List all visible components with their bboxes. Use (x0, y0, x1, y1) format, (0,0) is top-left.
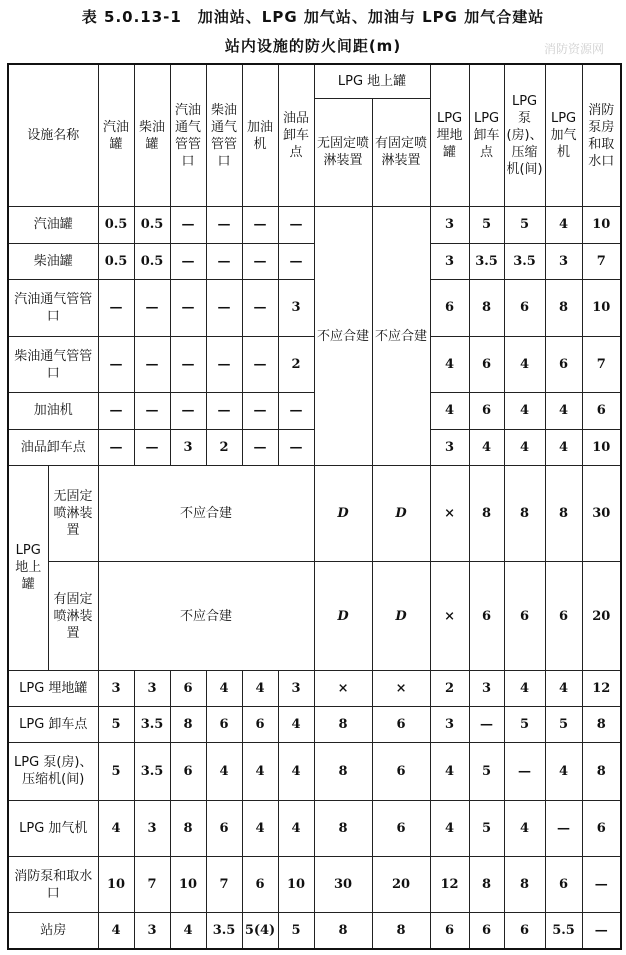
table-row (8, 707, 621, 743)
cell: 6 (206, 800, 242, 856)
header-no-spray: 无固定喷淋装置 (314, 98, 372, 207)
cell: 0.5 (134, 207, 170, 243)
cell: 3 (545, 243, 582, 279)
cell: — (98, 337, 134, 393)
cell: 4 (278, 743, 314, 800)
cell: 3 (430, 207, 469, 243)
cell: D (314, 465, 372, 562)
watermark: 消防资源网 (543, 42, 604, 56)
cell: 6 (545, 337, 582, 393)
table-row (8, 856, 621, 912)
cell: 6 (430, 279, 469, 336)
cell: — (170, 243, 206, 279)
cell: — (170, 279, 206, 336)
cell: 20 (582, 562, 621, 671)
header-dispenser: 加油机 (242, 64, 278, 207)
cell: — (242, 207, 278, 243)
header-lpg-buried: LPG埋地罐 (430, 64, 469, 207)
cell: 8 (582, 707, 621, 743)
cell: 20 (372, 856, 430, 912)
header-gas-tank: 汽油罐 (98, 64, 134, 207)
cell: 5 (504, 207, 545, 243)
cell: — (170, 207, 206, 243)
cell: × (314, 670, 372, 706)
cell: 8 (504, 465, 545, 562)
cell: 4 (545, 207, 582, 243)
cell: 8 (545, 279, 582, 336)
cell: 3 (430, 429, 469, 465)
row-label: 消防泵和取水口 (8, 856, 98, 912)
cell: — (206, 243, 242, 279)
cell: 12 (430, 856, 469, 912)
cell: — (98, 279, 134, 336)
cell: × (430, 465, 469, 562)
header-with-spray: 有固定喷淋装置 (372, 98, 430, 207)
cell: 4 (98, 913, 134, 949)
cell: 3.5 (504, 243, 545, 279)
header-lpg-above: LPG 地上罐 (314, 64, 430, 98)
cell: 30 (314, 856, 372, 912)
cell: × (372, 670, 430, 706)
cell: — (206, 393, 242, 429)
cell: 4 (98, 800, 134, 856)
cell: 3.5 (134, 743, 170, 800)
cell: 10 (98, 856, 134, 912)
cell: 3 (134, 670, 170, 706)
cell: 6 (372, 707, 430, 743)
cell: 4 (430, 393, 469, 429)
cell: 6 (170, 670, 206, 706)
table-row (8, 670, 621, 706)
cell: — (98, 429, 134, 465)
cell: — (134, 393, 170, 429)
cell: — (170, 337, 206, 393)
cell: 8 (469, 279, 504, 336)
header-lpg-dispenser: LPG加气机 (545, 64, 582, 207)
cell: 5.5 (545, 913, 582, 949)
cell: — (134, 429, 170, 465)
cell: 10 (582, 279, 621, 336)
cell: — (134, 279, 170, 336)
cell: — (134, 337, 170, 393)
cell: 8 (314, 743, 372, 800)
cell: 3 (134, 913, 170, 949)
cell: × (430, 562, 469, 671)
header-oil-unload: 油品卸车点 (278, 64, 314, 207)
cell: 4 (545, 743, 582, 800)
cell: 8 (314, 913, 372, 949)
row-label: LPG 加气机 (8, 800, 98, 856)
cell: 0.5 (98, 207, 134, 243)
cell: 4 (504, 800, 545, 856)
row-label: 柴油罐 (8, 243, 98, 279)
cell: 6 (372, 800, 430, 856)
cell: 5(4) (242, 913, 278, 949)
cell: 3.5 (469, 243, 504, 279)
cell: 3 (430, 707, 469, 743)
cell: 4 (469, 429, 504, 465)
table-row (8, 800, 621, 856)
header-diesel-vent: 柴油通气管管口 (206, 64, 242, 207)
cell: 6 (469, 562, 504, 671)
cell: 10 (582, 207, 621, 243)
cell: 5 (469, 743, 504, 800)
cell: 6 (582, 800, 621, 856)
cell: 4 (545, 670, 582, 706)
cell: 8 (469, 465, 504, 562)
cell: — (98, 393, 134, 429)
cell: 8 (170, 707, 206, 743)
row-label: LPG 埋地罐 (8, 670, 98, 706)
cell: 0.5 (98, 243, 134, 279)
cell: 7 (134, 856, 170, 912)
cell: 4 (430, 337, 469, 393)
header-row-1 (8, 64, 621, 98)
cell: 4 (545, 429, 582, 465)
cell: 3 (170, 429, 206, 465)
cell: — (242, 279, 278, 336)
cell: 8 (314, 800, 372, 856)
cell: 6 (582, 393, 621, 429)
cell: 8 (372, 913, 430, 949)
cell: 5 (469, 207, 504, 243)
cell: 6 (545, 856, 582, 912)
table-row (8, 562, 621, 671)
cell: 0.5 (134, 243, 170, 279)
cell: 6 (206, 707, 242, 743)
cell: 8 (170, 800, 206, 856)
cell: 5 (98, 707, 134, 743)
cell: 4 (430, 743, 469, 800)
cell: 5 (545, 707, 582, 743)
cell: — (206, 279, 242, 336)
cell: — (278, 243, 314, 279)
cell: — (278, 393, 314, 429)
cell: — (278, 207, 314, 243)
cell: 10 (278, 856, 314, 912)
row-label: 汽油通气管管口 (8, 279, 98, 336)
cell: 4 (206, 670, 242, 706)
cell: — (582, 913, 621, 949)
table-row (8, 207, 621, 243)
cell: 8 (545, 465, 582, 562)
cell: 5 (469, 800, 504, 856)
cell: 6 (469, 393, 504, 429)
cell: 6 (430, 913, 469, 949)
cell: 6 (469, 913, 504, 949)
cell: 5 (98, 743, 134, 800)
header-fire-pump: 消防泵房和取水口 (582, 64, 621, 207)
cell: 4 (242, 743, 278, 800)
cell: D (314, 562, 372, 671)
cell: 6 (372, 743, 430, 800)
cell: 5 (278, 913, 314, 949)
table-row (8, 465, 621, 562)
row-label: 汽油罐 (8, 207, 98, 243)
cell: — (206, 337, 242, 393)
row-label: LPG 卸车点 (8, 707, 98, 743)
cell: D (372, 465, 430, 562)
cell: 7 (206, 856, 242, 912)
merged-not-combined: 不应合建 (98, 465, 314, 562)
bottom-rows (8, 670, 621, 949)
cell: 6 (170, 743, 206, 800)
cell: 4 (504, 337, 545, 393)
row-label: 加油机 (8, 393, 98, 429)
cell: 30 (582, 465, 621, 562)
header-lpg-unload: LPG卸车点 (469, 64, 504, 207)
header-facility: 设施名称 (8, 64, 98, 207)
row-label: LPG 泵(房)、压缩机(间) (8, 743, 98, 800)
cell: 7 (582, 337, 621, 393)
cell: — (206, 207, 242, 243)
cell: 10 (582, 429, 621, 465)
cell: 4 (278, 707, 314, 743)
cell: 4 (504, 670, 545, 706)
cell: — (242, 337, 278, 393)
cell: 6 (504, 913, 545, 949)
cell: — (504, 743, 545, 800)
cell: 3.5 (134, 707, 170, 743)
header-lpg-pump: LPG泵(房)、压缩机(间) (504, 64, 545, 207)
cell: 2 (206, 429, 242, 465)
cell: 10 (170, 856, 206, 912)
cell: 8 (469, 856, 504, 912)
cell: 4 (430, 800, 469, 856)
cell: 4 (545, 393, 582, 429)
cell: 12 (582, 670, 621, 706)
cell: 5 (504, 707, 545, 743)
cell: — (469, 707, 504, 743)
merged-not-combined: 不应合建 (98, 562, 314, 671)
cell: 3 (469, 670, 504, 706)
row-label: 柴油通气管管口 (8, 337, 98, 393)
cell: 6 (545, 562, 582, 671)
cell: 3 (98, 670, 134, 706)
cell: — (242, 429, 278, 465)
cell: 4 (504, 393, 545, 429)
table-title: 表 5.0.13-1 加油站、LPG 加气站、加油与 LPG 加气合建站 (81, 8, 545, 26)
row-sublabel: 有固定喷淋装置 (48, 562, 98, 671)
fire-distance-table (7, 63, 622, 950)
cell: 3 (430, 243, 469, 279)
row-sublabel: 无固定喷淋装置 (48, 465, 98, 562)
row-label: 油品卸车点 (8, 429, 98, 465)
cell: 6 (504, 279, 545, 336)
cell: 4 (278, 800, 314, 856)
cell: 8 (314, 707, 372, 743)
cell: 4 (242, 800, 278, 856)
cell: — (582, 856, 621, 912)
cell: 6 (469, 337, 504, 393)
cell: — (278, 429, 314, 465)
table-subtitle: 站内设施的防火间距(m) (224, 37, 402, 55)
lpg-above-row-label: LPG地上罐 (8, 465, 48, 670)
cell: 4 (242, 670, 278, 706)
cell: — (170, 393, 206, 429)
cell: — (545, 800, 582, 856)
header-diesel-tank: 柴油罐 (134, 64, 170, 207)
table-row (8, 913, 621, 949)
cell: 2 (430, 670, 469, 706)
cell: 4 (206, 743, 242, 800)
cell: D (372, 562, 430, 671)
cell: 3 (278, 279, 314, 336)
table-row (8, 743, 621, 800)
cell: 8 (582, 743, 621, 800)
cell: — (242, 393, 278, 429)
cell: 7 (582, 243, 621, 279)
row-label: 站房 (8, 913, 98, 949)
cell: 3 (134, 800, 170, 856)
cell: 2 (278, 337, 314, 393)
cell: 6 (242, 707, 278, 743)
cell: 4 (170, 913, 206, 949)
cell: 3.5 (206, 913, 242, 949)
cell: — (242, 243, 278, 279)
cell: 8 (504, 856, 545, 912)
cell: 3 (278, 670, 314, 706)
header-gas-vent: 汽油通气管管口 (170, 64, 206, 207)
cell: 4 (504, 429, 545, 465)
cell: 6 (504, 562, 545, 671)
merged-not-combined: 不应合建 (314, 207, 372, 465)
cell: 6 (242, 856, 278, 912)
merged-not-combined: 不应合建 (372, 207, 430, 465)
